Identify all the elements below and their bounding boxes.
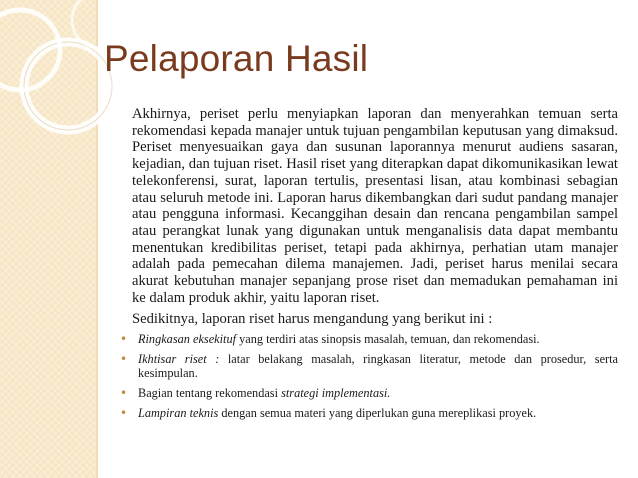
bullet-emphasis: strategi implementasi. bbox=[281, 386, 391, 401]
bullet-dot-icon: • bbox=[120, 386, 128, 401]
bullet-text: dengan semua materi yang diperlukan guna mereplikasi proyek. bbox=[218, 406, 537, 421]
decorative-circles bbox=[0, 0, 130, 200]
list-item bbox=[120, 406, 618, 420]
bullet-dot-icon: • bbox=[120, 406, 128, 421]
list-item bbox=[120, 386, 618, 400]
slide-body bbox=[120, 106, 619, 426]
list-item bbox=[120, 352, 618, 380]
bullet-dot-icon: • bbox=[120, 352, 128, 367]
bullet-list bbox=[120, 332, 618, 420]
bullet-dot-icon: • bbox=[120, 332, 128, 347]
bullet-text: yang terdiri atas sinopsis masalah, temuan, dan rekomendasi. bbox=[236, 332, 540, 347]
bullet-emphasis: Ikhtisar riset : bbox=[138, 352, 220, 367]
paragraph-list-intro: Sedikitnya, laporan riset harus mengandung yang berikut ini : bbox=[132, 311, 493, 328]
list-item bbox=[120, 332, 618, 346]
bullet-prefix: Bagian tentang rekomendasi bbox=[138, 386, 282, 401]
bullet-emphasis: Ringkasan eksekituf bbox=[138, 332, 237, 347]
bullet-text: latar belakang masalah, ringkasan literatur, metode dan prosedur, serta kesimpulan. bbox=[138, 352, 619, 381]
paragraph-intro: Akhirnya, periset perlu menyiapkan laporan dan menyerahkan temuan serta rekomendasi kepada manajer untuk tujuan pengambilan keputusan yang dimaksud. Periset menyesuaikan gaya dan susunan laporannya menurut audiens sasaran, kejadian, dan tujuan riset. Hasil riset yang diterapkan dapat dikomunikasikan lewat telekonferensi, surat, laporan tertulis, presentasi lisan, atau kombinasi sebagian atau seluruh metode ini. Laporan harus dikembangkan dari sudut pandang manajer atau pengguna informasi. Kecanggihan desain dan rencana pengambilan sampel atau perangkat lunak yang digunakan untuk menganalisis data dapat membantu menentukan kredibilitas periset, tetapi pada akhirnya, perhatian utam manajer adalah pada pemecahan dilema manajemen. Jadi, periset harus menilai secara akurat kebutuhan manajer sepanjang prose riset dan memadukan pemahaman ini ke dalam produk akhir, yaitu laporan riset. bbox=[132, 106, 618, 306]
bullet-emphasis: Lampiran teknis bbox=[138, 406, 219, 421]
slide-title: Pelaporan Hasil bbox=[104, 38, 369, 79]
